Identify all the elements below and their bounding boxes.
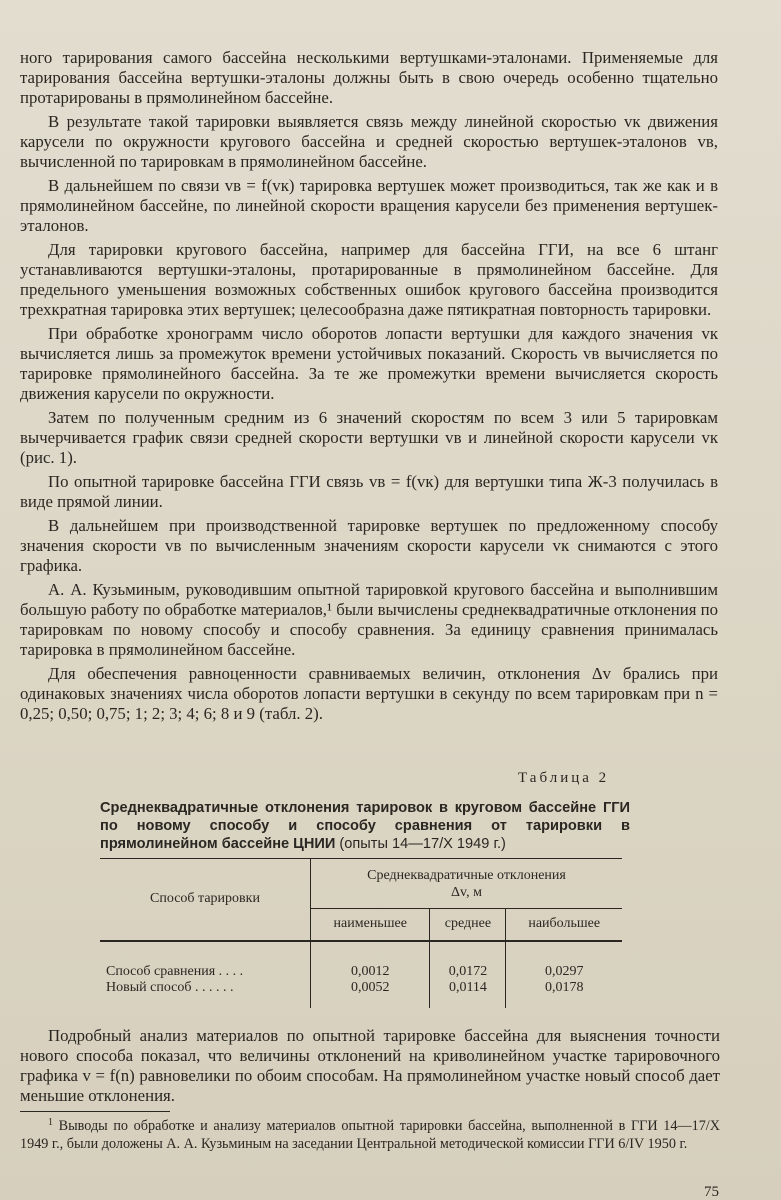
cell-min: 0,0012 — [350, 963, 390, 979]
row-method: Способ сравнения . . . . — [100, 964, 311, 980]
row-method: Новый способ . . . . . . — [100, 980, 311, 996]
header-min: наименьшее — [311, 909, 430, 941]
paragraph: По опытной тарировке бассейна ГГИ связь vв = f(vк) для вертушки типа Ж-3 получилась в виде прямой линии. — [20, 472, 718, 511]
body-text — [20, 48, 718, 728]
header-max: наибольшее — [506, 909, 622, 941]
footnote — [20, 1117, 720, 1153]
paragraph: В дальнейшем при производственной тарировке вертушек по предложенному способу значения скорости vв по вычисленным значениям скорости карусели vк снимаются с этого графика. — [20, 516, 718, 575]
paragraph: Затем по полученным средним из 6 значений скоростям по всем 3 или 5 тарировкам вычерчивается график связи средней скорости вертушки vв и линейной скорости карусели vк (рис. 1). — [20, 408, 718, 467]
header-method: Способ тарировки — [100, 859, 311, 941]
cell-max: 0,0178 — [544, 979, 584, 995]
paragraph: Для обеспечения равноценности сравниваемых величин, отклонения Δv брались при одинаковых значениях числа оборотов лопасти вертушки в секунду по всем тарировкам при n = 0,25; 0,50; 0,75; 1; 2; 3; 4; 6; 8 и 9 (табл. 2). — [20, 664, 718, 723]
paragraph: В дальнейшем по связи vв = f(vк) тарировка вертушек может производиться, так же как и в прямолинейном бассейне, по линейной скорости вращения карусели без применения вертушек-эталонов. — [20, 176, 718, 235]
paragraph: Подробный анализ материалов по опытной тарировке бассейна для выяснения точности нового способа показал, что величины отклонений на криволинейном участке тарировочного графика v = f(n) равновелики по обоим способам. На прямолинейном участке новый способ дает меньшие отклонения. — [20, 1026, 720, 1105]
footnote-marker: 1 — [48, 1117, 53, 1128]
conclusion-text — [20, 1026, 720, 1106]
deviation-table — [100, 858, 622, 1008]
header-deviations — [311, 859, 623, 909]
table-row — [100, 964, 622, 980]
cell-avg: 0,0172 — [430, 964, 506, 980]
footnote-divider — [20, 1111, 170, 1112]
paragraph: ного тарирования самого бассейна несколькими вертушками-эталонами. Применяемые для тарирования бассейна вертушки-эталоны должны быть в свою очередь особенно тщательно протарированы в прямолинейном бассейне. — [20, 48, 718, 107]
footnote-text: Выводы по обработке и анализу материалов опытной тарировки бассейна, выполненной в ГГИ 14—17/X 1949 г., были доложены А. А. Кузьминым на заседании Центральной методической комиссии ГГИ 6/IV 1950 г. — [20, 1118, 720, 1152]
header-deviations-unit: Δv, м — [451, 884, 482, 900]
paragraph: Для тарировки кругового бассейна, например для бассейна ГГИ, на все 6 штанг устанавливаются вертушки-эталоны, протарированные в прямолинейном бассейне. Для предельного уменьшения возможных собственных ошибок кругового бассейна производится трехкратная тарировка этих вертушек; целесообразна даже пятикратная повторность тарировки. — [20, 240, 718, 319]
table-title — [100, 799, 630, 853]
cell-min: 0,0052 — [350, 979, 390, 995]
table-title-dates: (опыты 14—17/X 1949 г.) — [339, 836, 506, 852]
paragraph: В результате такой тарировки выявляется связь между линейной скоростью vк движения карусели по окружности кругового бассейна и средней скоростью вертушек-эталонов vв, вычисленной по тарировкам в прямолинейном бассейне. — [20, 112, 718, 171]
cell-avg: 0,0114 — [430, 980, 506, 996]
paragraph: При обработке хронограмм число оборотов лопасти вертушки для каждого значения vк вычисляется лишь за промежуток времени устойчивых показаний. Скорость vв вычисляется по тарировке прямолинейного бассейна. За те же промежутки времени вычисляется скорость движения карусели по окружности. — [20, 324, 718, 403]
header-avg: среднее — [430, 909, 506, 941]
cell-max: 0,0297 — [544, 963, 584, 979]
table-row — [100, 980, 622, 996]
paragraph: А. А. Кузьминым, руководившим опытной тарировкой кругового бассейна и выполнившим большую работу по обработке материалов,¹ были вычислены среднеквадратичные отклонения по тарировкам по новому способу и способу сравнения. За единицу сравнения принималась тарировка в прямолинейном бассейне. — [20, 580, 718, 659]
header-deviations-line1: Среднеквадратичные отклонения — [367, 867, 566, 883]
table-title-bold: Среднеквадратичные отклонения тарировок в круговом бассейне ГГИ по новому способу и способу сравнения от тарировки в прямолинейном бассейне ЦНИИ — [100, 800, 630, 852]
page-number: 75 — [704, 1184, 719, 1200]
table-caption: Таблица 2 — [518, 770, 610, 786]
